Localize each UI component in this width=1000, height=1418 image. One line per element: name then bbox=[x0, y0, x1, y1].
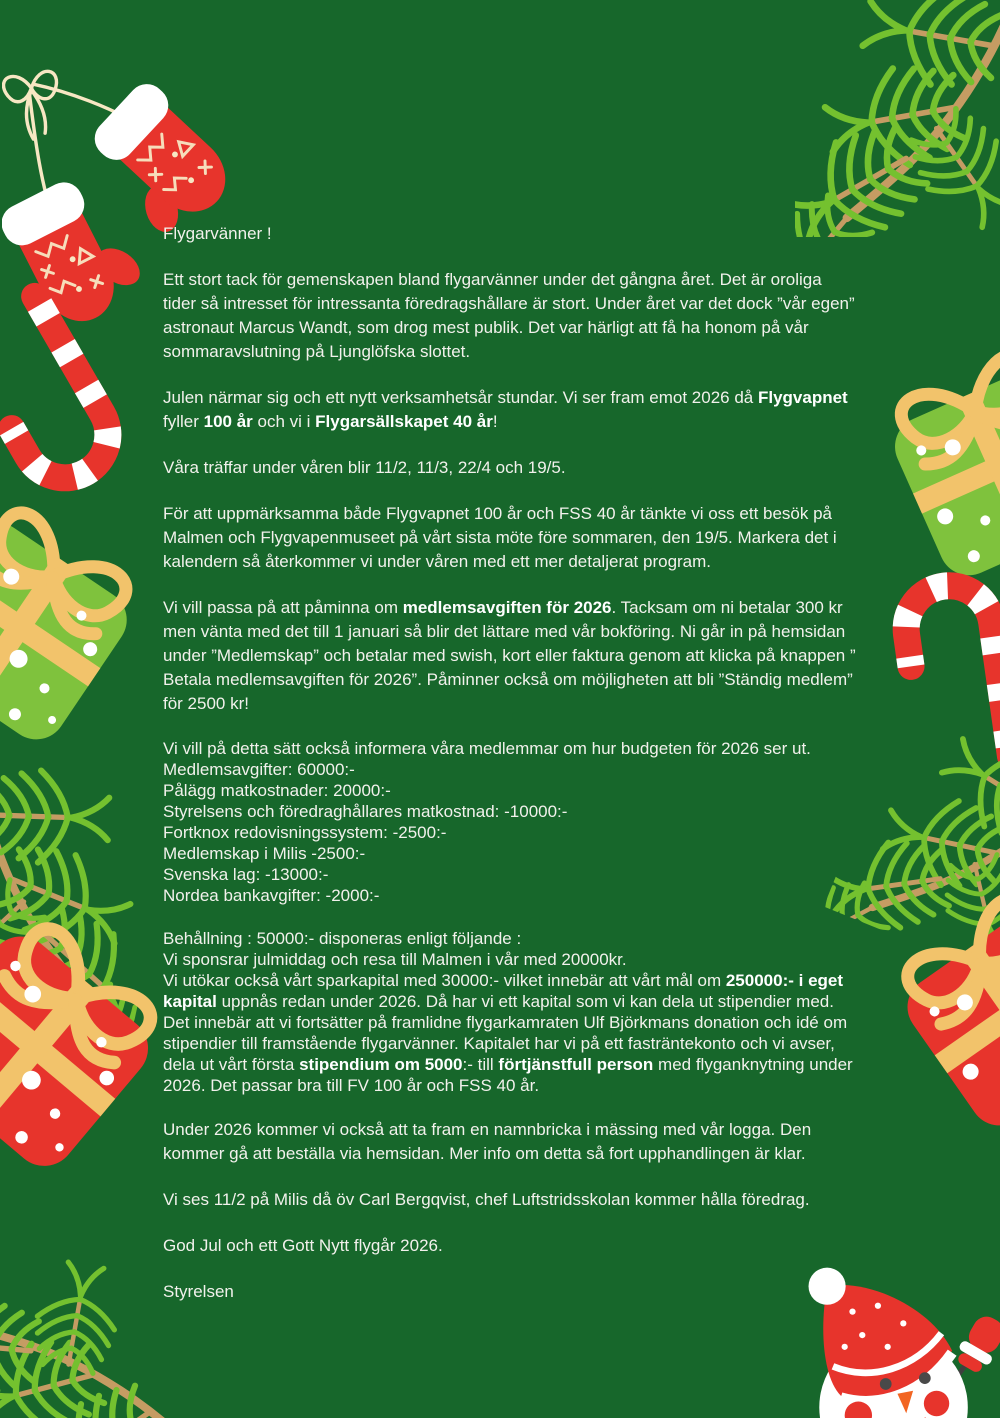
text-segment: Flygvapnet bbox=[757, 388, 848, 407]
text-segment: :- till bbox=[462, 1055, 499, 1074]
text-segment: Nordea bankavgifter: -2000:- bbox=[163, 886, 380, 905]
text-segment: Vi ses 11/2 på Milis då öv Carl Bergqvist, chef Luftstridsskolan kommer hålla föredrag. bbox=[163, 1190, 810, 1209]
text-segment: Styrelsens och föredraghållares matkostnad: -10000:- bbox=[163, 802, 568, 821]
text-segment: För att uppmärksamma både Flygvapnet 100 år och FSS 40 år tänkte vi oss ett besök på Malmen och Flygvapenmuseet på vårt sista möte före sommaren, den 19/5. Markera det i kalendern så återkommer vi under våren med ett mer detaljerat program. bbox=[163, 504, 837, 571]
paragraph-vi-ses bbox=[163, 1188, 858, 1212]
paragraph-behallning bbox=[163, 928, 858, 1096]
paragraph-besok-malmen bbox=[163, 502, 858, 574]
text-segment: Behållning : 50000:- disponeras enligt följande : bbox=[163, 929, 522, 948]
paragraph-namnbricka bbox=[163, 1118, 858, 1166]
letter-body bbox=[163, 222, 858, 1326]
paragraph-jul-2026 bbox=[163, 386, 858, 434]
text-segment: Medlemsavgifter: 60000:- bbox=[163, 760, 355, 779]
text-segment: Vi vill passa på att påminna om bbox=[163, 598, 403, 617]
text-segment: ! bbox=[492, 412, 498, 431]
text-segment: Styrelsen bbox=[163, 1282, 234, 1301]
paragraph-medlemsavgift bbox=[163, 596, 858, 716]
text-segment: med flyganknytning under 2026. Det passar bra till FV 100 år och FSS 40 år. bbox=[163, 1055, 853, 1095]
text-segment: Fortknox redovisningssystem: -2500:- bbox=[163, 823, 447, 842]
text-segment: God Jul och ett Gott Nytt flygår 2026. bbox=[163, 1236, 443, 1255]
text-segment: Flygarsällskapet 40 år bbox=[315, 412, 493, 431]
text-segment: Våra träffar under våren blir 11/2, 11/3, 22/4 och 19/5. bbox=[163, 458, 566, 477]
text-segment: stipendium om 5000 bbox=[299, 1055, 463, 1074]
text-segment: . Tacksam om ni betalar 300 kr men vänta med det till 1 januari så blir det lättare med vår bokföring. Ni går in på hemsidan under ”Medlemskap” och betalar med swish, kort eller faktura genom att klicka på knappen ” Betala medlemsavgiften för 2026”. Påminner också om möjligheten att bli ”Ständig medlem” för 2500 kr! bbox=[163, 598, 856, 713]
text-segment: uppnås redan under 2026. Då har vi ett kapital som vi kan dela ut stipendier med. Det innebär att vi fortsätter på framlidne flygarkamraten Ulf Björkmans donation och idé om stipendier till framstående flygarvänner. Kapitalet har vi på ett fasträntekonto och vi avser, dela ut vårt första bbox=[163, 992, 848, 1074]
paragraph-thanks bbox=[163, 268, 858, 364]
paragraph-budget bbox=[163, 738, 858, 906]
text-segment: Vi utökar också vårt sparkapital med 30000:- vilket innebär att vårt mål om bbox=[163, 971, 726, 990]
paragraph-god-jul bbox=[163, 1234, 858, 1258]
text-segment: Svenska lag: -13000:- bbox=[163, 865, 329, 884]
text-segment: medlemsavgiften för 2026 bbox=[402, 598, 612, 617]
text-segment: förtjänstfull person bbox=[498, 1055, 654, 1074]
text-segment: Under 2026 kommer vi också att ta fram en namnbricka i mässing med vår logga. Den kommer gå att beställa via hemsidan. Mer info om detta så fort upphandlingen är klar. bbox=[163, 1120, 812, 1163]
pine-branch-icon bbox=[795, 0, 1000, 237]
text-segment: 100 år bbox=[203, 412, 253, 431]
text-segment: Medlemskap i Milis -2500:- bbox=[163, 844, 366, 863]
text-segment: fyller bbox=[163, 412, 204, 431]
text-segment: Pålägg matkostnader: 20000:- bbox=[163, 781, 391, 800]
text-segment: och vi i bbox=[252, 412, 316, 431]
text-segment: Vi vill på detta sätt också informera våra medlemmar om hur budgeten för 2026 ser ut. bbox=[163, 739, 811, 758]
paragraph-traffar bbox=[163, 456, 858, 480]
paragraph-signature bbox=[163, 1280, 858, 1304]
text-segment: Ett stort tack för gemenskapen bland flygarvänner under det gångna året. Det är oroliga tider så intresset för intressanta föredragshållare är stort. Under året var det dock ”vår egen” astronaut Marcus Wandt, som drog mest publik. Det var härligt att få ha honom på vår sommaravslutning på Ljunglöfska slottet. bbox=[163, 270, 855, 361]
text-segment: Julen närmar sig och ett nytt verksamhetsår stundar. Vi ser fram emot 2026 då bbox=[163, 388, 758, 407]
salutation: Flygarvänner ! bbox=[163, 224, 272, 243]
text-segment: Vi sponsrar julmiddag och resa till Malmen i vår med 20000kr. bbox=[163, 950, 627, 969]
text-segment: 250000:- i eget kapital bbox=[163, 971, 844, 1011]
